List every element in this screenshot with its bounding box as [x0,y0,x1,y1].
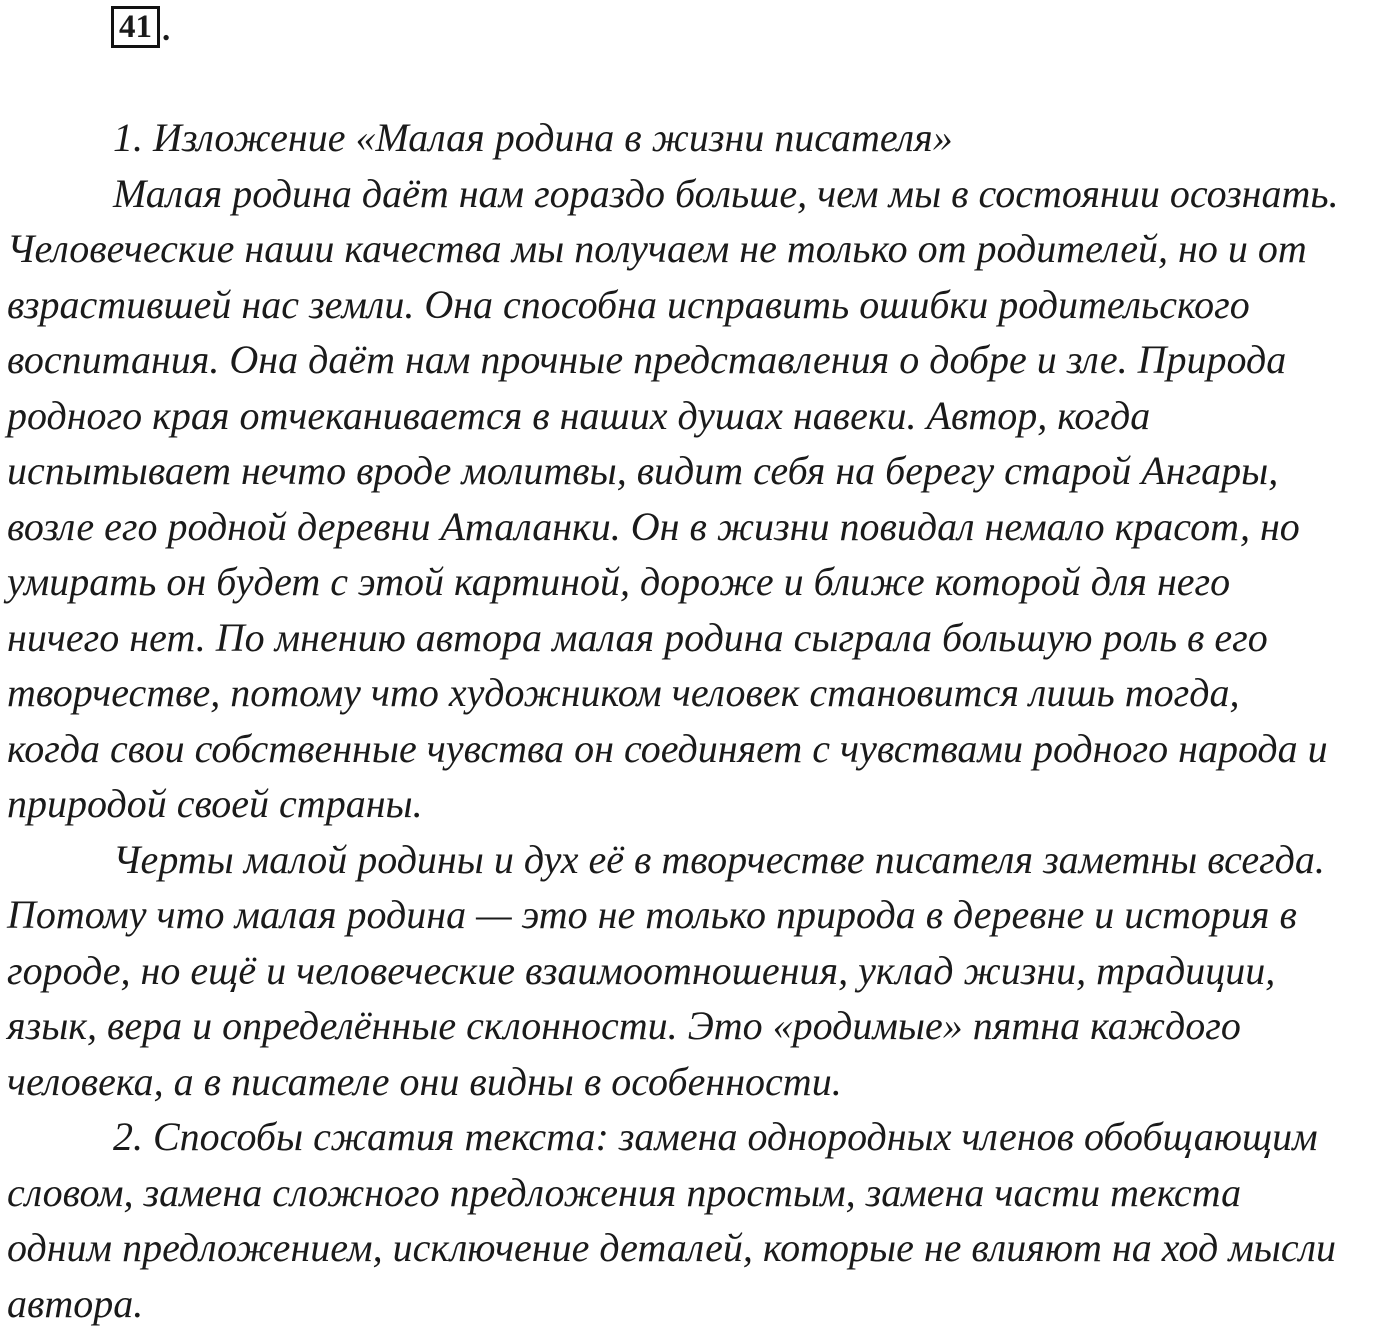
text-line: человека, а в писателе они видны в особенности. [7,1054,1397,1110]
text-line: когда свои собственные чувства он соединяет с чувствами родного народа и [7,721,1397,777]
text-line: умирать он будет с этой картиной, дороже и ближе которой для него [7,554,1397,610]
text-line: 2. Способы сжатия текста: замена однородных членов обобщающим [7,1109,1397,1165]
exercise-number [111,4,170,48]
exercise-number-dot: . [162,12,170,48]
text-line: язык, вера и определённые склонности. Это «родимые» пятна каждого [7,998,1397,1054]
text-line: родного края отчеканивается в наших душах навеки. Автор, когда [7,388,1397,444]
text-line: Малая родина даёт нам гораздо больше, чем мы в состоянии осознать. [7,166,1397,222]
text-line: ничего нет. По мнению автора малая родина сыграла большую роль в его [7,610,1397,666]
text-line: городе, но ещё и человеческие взаимоотношения, уклад жизни, традиции, [7,943,1397,999]
text-line: Потому что малая родина — это не только природа в деревне и история в [7,887,1397,943]
text-line: словом, замена сложного предложения простым, замена части текста [7,1165,1397,1221]
text-line: Черты малой родины и дух её в творчестве писателя заметны всегда. [7,832,1397,888]
text-body [7,110,1397,1331]
text-line: творчестве, потому что художником человек становится лишь тогда, [7,665,1397,721]
text-line: испытывает нечто вроде молитвы, видит себя на берегу старой Ангары, [7,443,1397,499]
exercise-number-box: 41 [111,6,160,48]
text-line: Человеческие наши качества мы получаем не только от родителей, но и от [7,221,1397,277]
text-line: взрастившей нас земли. Она способна исправить ошибки родительского [7,277,1397,333]
text-line: воспитания. Она даёт нам прочные представления о добре и зле. Природа [7,332,1397,388]
text-line: автора. [7,1276,1397,1331]
text-line: одним предложением, исключение деталей, которые не влияют на ход мысли [7,1220,1397,1276]
text-line: 1. Изложение «Малая родина в жизни писателя» [7,110,1397,166]
text-line: природой своей страны. [7,776,1397,832]
text-line: возле его родной деревни Аталанки. Он в жизни повидал немало красот, но [7,499,1397,555]
